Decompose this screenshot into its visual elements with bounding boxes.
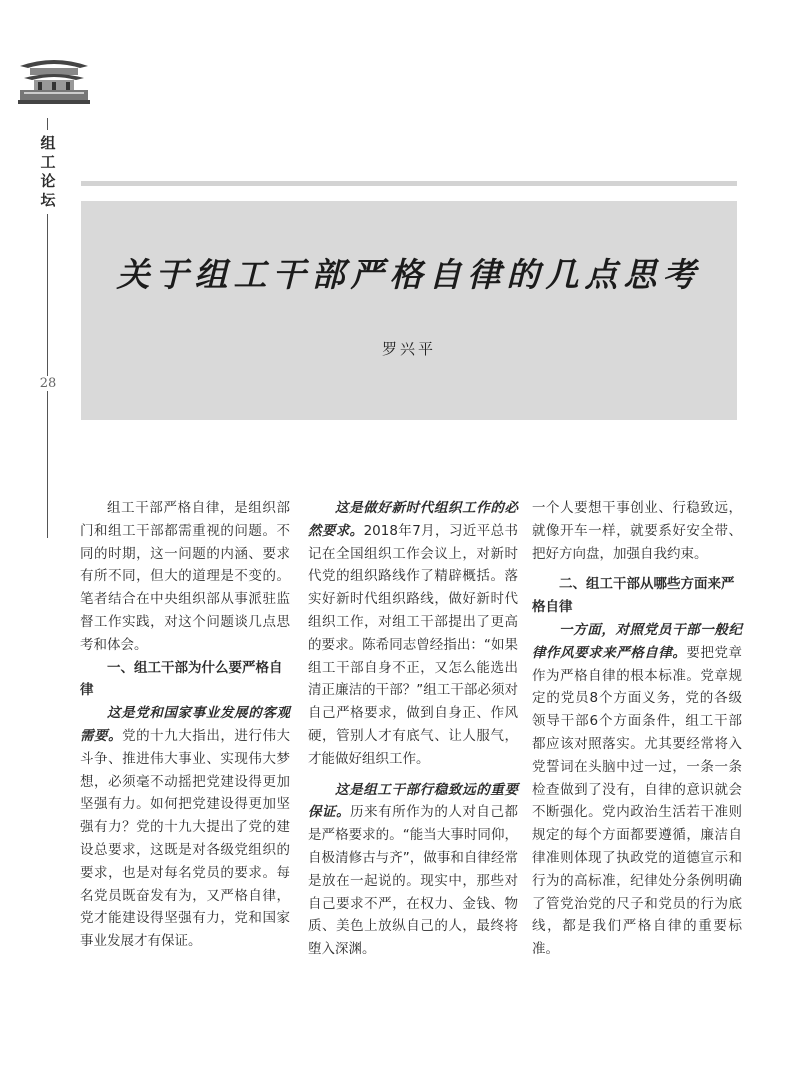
header-rule <box>81 181 737 186</box>
paragraph-text: 历来有所作为的人对自己都是严格要求的。“能当大事时同仰，自极清修古与齐”，做事和自律经常是放在一起说的。现实中，那些对自己要求不严，在权力、金钱、物质、美色上放纵自己的人，最终将堕入深渊。 <box>308 804 519 958</box>
paragraph-lead: 这是做好新时代组织工作的必然要求。 <box>308 500 518 539</box>
paragraph <box>308 779 518 961</box>
section-heading: 二、组工干部从哪些方面来严格自律 <box>532 576 735 616</box>
text-column-1 <box>80 497 290 953</box>
paragraph <box>308 497 518 771</box>
paragraph: 组工干部严格自律，是组织部门和组工干部都需重视的问题。不同的时期，这一问题的内涵、要求有所不同，但大的道理是不变的。笔者结合在中央组织部从事派驻监督工作实践，对这个问题谈几点思考和体会。 <box>80 500 290 653</box>
paragraph <box>532 619 742 961</box>
title-block <box>81 201 737 420</box>
section-heading: 一、组工干部为什么要严格自律 <box>80 659 283 699</box>
paragraph: 一个人要想干事创业、行稳致远，就像开车一样，就要系好安全带、把好方向盘，加强自我约束。 <box>532 500 742 562</box>
paragraph <box>80 702 290 953</box>
paragraph-text: 2018年7月，习近平总书记在全国组织工作会议上，对新时代党的组织路线作了精辟概括。落实好新时代组织路线，做好新时代组织工作，对组工干部提出了更高的要求。陈希同志曾经指出：“如果组工干部自身不正，又怎么能选出清正廉洁的干部？”组工干部必须对自己严格要求，做到自身正、作风硬，管别人才有底气、让人服气，才能做好组织工作。 <box>308 522 519 767</box>
text-column-2 <box>308 497 518 961</box>
paragraph-lead: 这是党和国家事业发展的客观需要。 <box>80 705 290 744</box>
paragraph-lead: 这是组工干部行稳致远的重要保证。 <box>308 781 518 821</box>
paragraph-text: 要把党章作为严格自律的根本标准。党章规定的党员8个方面义务，党的各级领导干部6个方面条件，组工干部都应该对照落实。尤其要经常将入党誓词在头脑中过一过，一条一条检查做到了没有，自律的意识就会不断强化。党内政治生活若干准则规定的每个方面都要遵循，廉洁自律准则体现了执政党的道德宣示和行为的高标准，纪律处分条例明确了管党治党的尺子和党员的行为底线，都是我们严格自律的重要标准。 <box>532 644 743 958</box>
article-title: 关于组工干部严格自律的几点思考 <box>116 255 702 294</box>
pavilion-logo-icon <box>14 52 94 112</box>
section-label: 组 工 论 坛 <box>36 130 60 214</box>
page-number: 28 <box>36 376 60 391</box>
text-column-3 <box>532 497 742 961</box>
paragraph-text: 党的十九大指出，进行伟大斗争、推进伟大事业、实现伟大梦想，必须毫不动摇把党建设得更加坚强有力。如何把党建设得更加坚强有力？党的十九大提出了党的建设总要求，这既是对各级党组织的要求，也是对每名党员的要求。每名党员既奋发有为，又严格自律，党才能建设得坚强有力，党和国家事业发展才有保证。 <box>80 727 291 950</box>
article-author: 罗兴平 <box>381 340 436 358</box>
paragraph-lead: 一方面，对照党员干部一般纪律作风要求来严格自律。 <box>532 621 742 661</box>
